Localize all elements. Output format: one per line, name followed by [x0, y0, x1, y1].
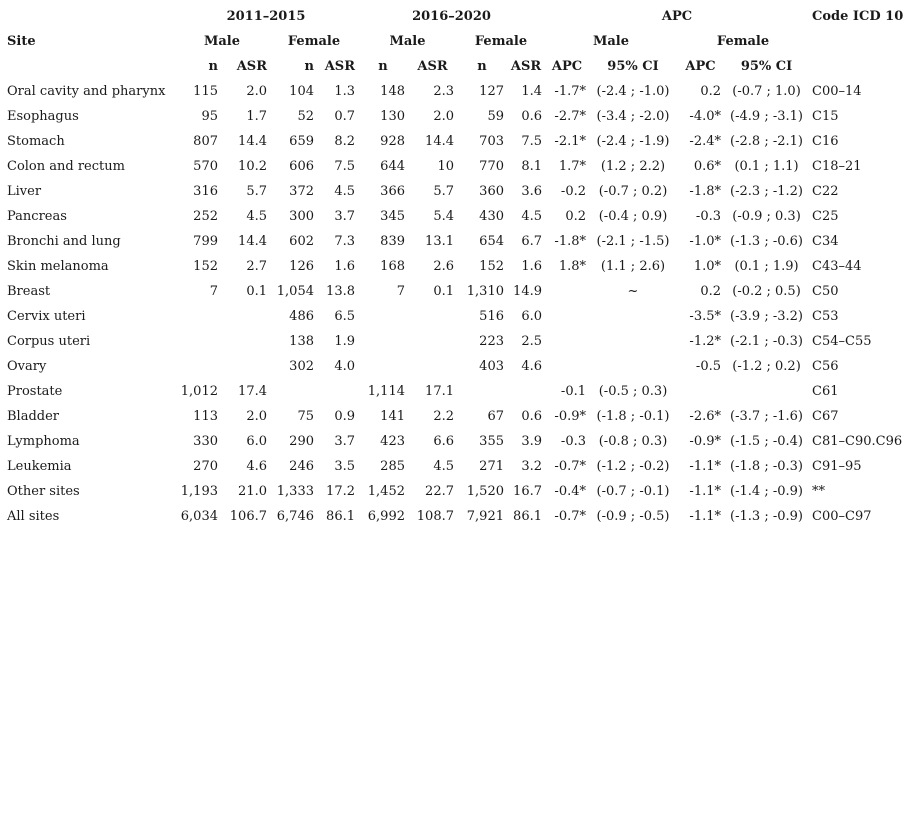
table-row: [4, 329, 914, 354]
male-asr-2016-cell: 2.2: [433, 409, 454, 424]
site-cell: Skin melanoma: [7, 259, 109, 274]
site-cell: Liver: [7, 184, 42, 199]
female-asr-2016-cell: 2.5: [521, 334, 542, 349]
male-ci-cell: (-2.1 ; -1.5): [596, 234, 670, 249]
icd-code-cell: C56: [812, 359, 839, 374]
male-n-2016-cell: 928: [380, 134, 405, 149]
female-n-2011-cell: 6,746: [276, 509, 314, 524]
asr-header: ASR: [324, 59, 355, 74]
male-ci-cell: [589, 304, 677, 329]
male-ci-cell: (-0.8 ; 0.3): [598, 434, 668, 449]
icd-code-cell: C43–44: [812, 259, 862, 274]
header-row-sex: [4, 29, 914, 54]
icd-code-cell: C25: [812, 209, 839, 224]
male-ci-cell: (-2.4 ; -1.0): [596, 84, 670, 99]
male-n-2011-cell: 152: [193, 259, 218, 274]
table-row: [4, 504, 914, 529]
male-n-2016-cell: 366: [380, 184, 405, 199]
female-ci-cell: (-1.2 ; 0.2): [732, 359, 801, 374]
female-header-2011: Female: [287, 34, 341, 49]
male-ci-cell: (-0.5 ; 0.3): [598, 384, 668, 399]
male-n-2016-cell: 7: [396, 284, 405, 299]
male-n-2016-cell: 1,452: [367, 484, 405, 499]
male-asr-2016-cell: 6.6: [433, 434, 454, 449]
icd-code-cell: **: [812, 484, 826, 499]
ci-header: 95% CI: [607, 59, 659, 74]
female-n-2016-cell: 7,921: [466, 509, 504, 524]
male-n-2016-cell: 141: [380, 409, 405, 424]
male-asr-2016-cell: 108.7: [416, 509, 454, 524]
site-cell: Colon and rectum: [7, 159, 125, 174]
female-asr-2016-cell: [507, 379, 545, 404]
site-cell: Pancreas: [7, 209, 67, 224]
male-header-apc: Male: [592, 34, 630, 49]
male-apc-cell: [545, 329, 589, 354]
incidence-table: [4, 4, 914, 529]
icd-code-cell: C15: [812, 109, 839, 124]
male-asr-2016-cell: 13.1: [425, 234, 454, 249]
female-apc-cell: -4.0*: [689, 109, 721, 124]
site-cell: Corpus uteri: [7, 334, 91, 349]
female-asr-2016-cell: 6.0: [521, 309, 542, 324]
female-asr-2016-cell: 6.7: [521, 234, 542, 249]
female-apc-cell: 0.6*: [693, 159, 721, 174]
male-n-2011-cell: 113: [193, 409, 218, 424]
male-asr-2016-cell: 10: [437, 159, 454, 174]
icd-code-cell: C81–C90.C96: [812, 434, 903, 449]
female-apc-cell: -0.5: [695, 359, 721, 374]
site-cell: All sites: [7, 509, 60, 524]
female-apc-cell: 0.2: [700, 84, 721, 99]
male-asr-2011-cell: 2.7: [246, 259, 267, 274]
female-n-2011-cell: 602: [289, 234, 314, 249]
female-asr-2011-cell: [317, 379, 358, 404]
male-asr-2016-cell: 22.7: [425, 484, 454, 499]
male-asr-2011-cell: [221, 329, 270, 354]
female-n-2016-cell: 152: [479, 259, 504, 274]
female-asr-2011-cell: 7.5: [334, 159, 355, 174]
male-asr-2011-cell: 4.5: [246, 209, 267, 224]
header-row-measures: [4, 54, 914, 79]
male-ci-cell: (-1.8 ; -0.1): [596, 409, 670, 424]
header-row-periods: [4, 4, 914, 29]
male-asr-2011-cell: 17.4: [238, 384, 267, 399]
site-cell: Other sites: [7, 484, 80, 499]
male-apc-cell: -0.9*: [554, 409, 586, 424]
male-n-2016-cell: 168: [380, 259, 405, 274]
female-n-2016-cell: 59: [487, 109, 504, 124]
male-asr-2011-cell: 21.0: [238, 484, 267, 499]
male-asr-2011-cell: [221, 304, 270, 329]
period-2016-2020-header: 2016–2020: [412, 9, 491, 24]
n-header: n: [477, 59, 487, 74]
male-n-2016-cell: 1,114: [367, 384, 405, 399]
male-apc-cell: 1.7*: [558, 159, 586, 174]
female-asr-2011-cell: 1.3: [334, 84, 355, 99]
n-header: n: [208, 59, 218, 74]
site-cell: Ovary: [7, 359, 47, 374]
table-row: [4, 204, 914, 229]
male-asr-2016-cell: 0.1: [433, 284, 454, 299]
male-n-2011-cell: [174, 304, 221, 329]
female-header-apc: Female: [716, 34, 770, 49]
table-row: [4, 129, 914, 154]
male-asr-2011-cell: [221, 354, 270, 379]
female-asr-2011-cell: 1.9: [334, 334, 355, 349]
male-n-2011-cell: 115: [193, 84, 218, 99]
female-asr-2011-cell: 17.2: [326, 484, 355, 499]
male-apc-cell: 0.2: [565, 209, 586, 224]
table-row: [4, 79, 914, 104]
female-asr-2016-cell: 1.4: [521, 84, 542, 99]
asr-header: ASR: [417, 59, 448, 74]
site-cell: Bronchi and lung: [7, 234, 121, 249]
female-n-2011-cell: 300: [289, 209, 314, 224]
female-apc-cell: -2.6*: [689, 409, 721, 424]
male-n-2011-cell: 6,034: [180, 509, 218, 524]
table-row: [4, 179, 914, 204]
male-ci-cell: (-0.7 ; -0.1): [596, 484, 670, 499]
male-n-2016-cell: 644: [380, 159, 405, 174]
male-n-2011-cell: 570: [193, 159, 218, 174]
female-ci-cell: (-1.3 ; -0.6): [730, 234, 803, 249]
male-asr-2011-cell: 4.6: [246, 459, 267, 474]
icd-code-cell: C34: [812, 234, 839, 249]
female-n-2016-cell: 271: [479, 459, 504, 474]
female-n-2016-cell: 654: [479, 234, 504, 249]
female-asr-2016-cell: 0.6: [521, 109, 542, 124]
male-apc-cell: -0.4*: [554, 484, 586, 499]
female-n-2011-cell: 246: [289, 459, 314, 474]
male-apc-cell: -0.7*: [554, 509, 586, 524]
male-n-2016-cell: 6,992: [367, 509, 405, 524]
icd-code-cell: C00–14: [812, 84, 862, 99]
male-asr-2016-cell: [408, 304, 457, 329]
female-ci-cell: (0.1 ; 1.9): [734, 259, 799, 274]
male-asr-2016-cell: 5.7: [433, 184, 454, 199]
female-n-2011-cell: 486: [289, 309, 314, 324]
icd-code-header: Code ICD 10: [812, 9, 904, 24]
female-ci-cell: (-1.8 ; -0.3): [730, 459, 803, 474]
male-n-2016-cell: 423: [380, 434, 405, 449]
male-n-2016-cell: 839: [380, 234, 405, 249]
table-row: [4, 404, 914, 429]
male-n-2011-cell: 807: [193, 134, 218, 149]
male-n-2016-cell: [358, 304, 408, 329]
male-asr-2016-cell: 4.5: [433, 459, 454, 474]
icd-code-cell: C61: [812, 384, 839, 399]
female-n-2011-cell: [270, 379, 317, 404]
site-cell: Esophagus: [7, 109, 79, 124]
female-asr-2011-cell: 8.2: [334, 134, 355, 149]
male-ci-cell: (-0.9 ; -0.5): [596, 509, 670, 524]
female-ci-cell: (-1.4 ; -0.9): [730, 484, 803, 499]
ci-header: 95% CI: [740, 59, 793, 74]
male-asr-2011-cell: 14.4: [238, 234, 267, 249]
female-n-2016-cell: 516: [479, 309, 504, 324]
male-n-2016-cell: [358, 354, 408, 379]
female-apc-cell: -1.8*: [689, 184, 721, 199]
male-apc-cell: -0.7*: [554, 459, 586, 474]
table-row: [4, 279, 914, 304]
male-apc-cell: [545, 279, 589, 304]
icd-code-cell: C16: [812, 134, 839, 149]
female-ci-cell: (-3.9 ; -3.2): [730, 309, 803, 324]
male-apc-cell: -2.1*: [554, 134, 586, 149]
female-n-2016-cell: 703: [479, 134, 504, 149]
male-ci-cell: (1.2 ; 2.2): [600, 159, 666, 174]
icd-code-cell: C91–95: [812, 459, 862, 474]
male-apc-cell: -1.8*: [554, 234, 586, 249]
male-ci-cell: [589, 329, 677, 354]
apc-header: APC: [685, 59, 716, 74]
male-ci-cell: (-3.4 ; -2.0): [596, 109, 670, 124]
female-apc-cell: -0.3: [695, 209, 721, 224]
male-n-2011-cell: 7: [209, 284, 218, 299]
female-ci-cell: (-0.7 ; 1.0): [732, 84, 801, 99]
female-n-2016-cell: 770: [479, 159, 504, 174]
male-asr-2011-cell: 6.0: [246, 434, 267, 449]
male-ci-cell: (-0.7 ; 0.2): [598, 184, 668, 199]
female-asr-2011-cell: 13.8: [326, 284, 355, 299]
male-n-2011-cell: [174, 354, 221, 379]
asr-header: ASR: [236, 59, 267, 74]
table-row: [4, 379, 914, 404]
female-n-2016-cell: [457, 379, 507, 404]
female-n-2011-cell: 104: [289, 84, 314, 99]
male-asr-2011-cell: 106.7: [229, 509, 267, 524]
female-header-2016: Female: [474, 34, 528, 49]
female-n-2011-cell: 372: [289, 184, 314, 199]
female-asr-2011-cell: 3.5: [334, 459, 355, 474]
female-asr-2016-cell: 4.6: [521, 359, 542, 374]
male-asr-2011-cell: 14.4: [238, 134, 267, 149]
male-asr-2016-cell: 2.0: [433, 109, 454, 124]
female-n-2016-cell: 403: [479, 359, 504, 374]
female-ci-cell: (-1.5 ; -0.4): [730, 434, 803, 449]
site-cell: Stomach: [7, 134, 65, 149]
female-apc-cell: -1.1*: [689, 509, 721, 524]
table-row: [4, 254, 914, 279]
female-n-2011-cell: 1,333: [276, 484, 314, 499]
apc-header: APC: [551, 59, 583, 74]
female-ci-cell: (0.1 ; 1.1): [734, 159, 799, 174]
female-asr-2011-cell: 6.5: [334, 309, 355, 324]
female-n-2011-cell: 75: [297, 409, 314, 424]
table-row: [4, 354, 914, 379]
table-row: [4, 104, 914, 129]
female-ci-cell: (-2.3 ; -1.2): [730, 184, 803, 199]
male-apc-cell: -2.7*: [554, 109, 586, 124]
male-asr-2016-cell: 2.3: [433, 84, 454, 99]
male-n-2011-cell: 95: [201, 109, 218, 124]
female-asr-2016-cell: 7.5: [521, 134, 542, 149]
female-n-2016-cell: 360: [479, 184, 504, 199]
male-asr-2011-cell: 5.7: [246, 184, 267, 199]
male-asr-2016-cell: [408, 354, 457, 379]
female-n-2011-cell: 126: [289, 259, 314, 274]
female-apc-cell: -0.9*: [689, 434, 721, 449]
table-row: [4, 429, 914, 454]
apc-group-header: APC: [661, 9, 693, 24]
female-apc-cell: -2.4*: [689, 134, 721, 149]
female-n-2011-cell: 138: [289, 334, 314, 349]
male-ci-cell: ~: [627, 284, 639, 299]
n-header: n: [378, 59, 388, 74]
female-asr-2011-cell: 1.6: [334, 259, 355, 274]
male-n-2016-cell: 130: [380, 109, 405, 124]
male-header-2016: Male: [389, 34, 426, 49]
male-asr-2011-cell: 1.7: [246, 109, 267, 124]
female-n-2016-cell: 355: [479, 434, 504, 449]
female-apc-cell: [677, 379, 724, 404]
female-ci-cell: (-0.9 ; 0.3): [732, 209, 801, 224]
female-ci-cell: (-4.9 ; -3.1): [730, 109, 803, 124]
female-asr-2016-cell: 8.1: [521, 159, 542, 174]
female-n-2011-cell: 659: [289, 134, 314, 149]
icd-code-cell: C54–C55: [812, 334, 872, 349]
female-ci-cell: (-1.3 ; -0.9): [730, 509, 803, 524]
table-row: [4, 479, 914, 504]
female-n-2011-cell: 606: [289, 159, 314, 174]
male-n-2011-cell: 1,193: [180, 484, 218, 499]
site-cell: Prostate: [7, 384, 63, 399]
site-cell: Bladder: [7, 409, 60, 424]
male-n-2016-cell: 285: [380, 459, 405, 474]
icd-code-cell: C18–21: [812, 159, 862, 174]
female-apc-cell: -1.1*: [689, 484, 721, 499]
male-apc-cell: -0.3: [560, 434, 586, 449]
female-n-2016-cell: 223: [479, 334, 504, 349]
male-asr-2011-cell: 2.0: [246, 409, 267, 424]
female-n-2011-cell: 302: [289, 359, 314, 374]
male-ci-cell: (1.1 ; 2.6): [600, 259, 666, 274]
female-apc-cell: -1.2*: [689, 334, 721, 349]
male-apc-cell: -1.7*: [554, 84, 586, 99]
icd-code-cell: C22: [812, 184, 839, 199]
site-header: Site: [7, 34, 36, 49]
female-asr-2016-cell: 3.2: [521, 459, 542, 474]
male-apc-cell: -0.2: [560, 184, 586, 199]
female-n-2016-cell: 127: [479, 84, 504, 99]
male-apc-cell: [545, 354, 589, 379]
female-asr-2011-cell: 3.7: [334, 209, 355, 224]
site-cell: Breast: [7, 284, 51, 299]
male-n-2016-cell: 148: [380, 84, 405, 99]
male-n-2011-cell: 270: [193, 459, 218, 474]
male-header-2011: Male: [203, 34, 241, 49]
female-asr-2011-cell: 4.0: [334, 359, 355, 374]
male-n-2011-cell: 330: [193, 434, 218, 449]
male-ci-cell: [589, 354, 677, 379]
female-ci-cell: (-2.1 ; -0.3): [730, 334, 803, 349]
female-asr-2016-cell: 16.7: [513, 484, 542, 499]
female-n-2016-cell: 1,310: [466, 284, 504, 299]
female-asr-2016-cell: 14.9: [513, 284, 542, 299]
male-asr-2016-cell: [408, 329, 457, 354]
male-apc-cell: [545, 304, 589, 329]
male-n-2011-cell: 252: [193, 209, 218, 224]
site-cell: Lymphoma: [7, 434, 80, 449]
icd-code-cell: C67: [812, 409, 839, 424]
female-apc-cell: -3.5*: [689, 309, 721, 324]
female-asr-2016-cell: 3.9: [521, 434, 542, 449]
female-asr-2016-cell: 3.6: [521, 184, 542, 199]
female-apc-cell: -1.0*: [689, 234, 721, 249]
female-asr-2016-cell: 86.1: [513, 509, 542, 524]
male-asr-2011-cell: 2.0: [246, 84, 267, 99]
male-n-2011-cell: 799: [193, 234, 218, 249]
female-n-2011-cell: 52: [297, 109, 314, 124]
male-asr-2011-cell: 0.1: [246, 284, 267, 299]
male-asr-2016-cell: 14.4: [425, 134, 454, 149]
female-asr-2016-cell: 1.6: [521, 259, 542, 274]
female-apc-cell: -1.1*: [689, 459, 721, 474]
female-asr-2011-cell: 0.9: [334, 409, 355, 424]
female-n-2011-cell: 290: [289, 434, 314, 449]
table-row: [4, 454, 914, 479]
table-row: [4, 304, 914, 329]
male-asr-2011-cell: 10.2: [238, 159, 267, 174]
male-n-2011-cell: 316: [193, 184, 218, 199]
female-asr-2011-cell: 4.5: [334, 184, 355, 199]
female-ci-cell: [724, 379, 809, 404]
female-n-2016-cell: 1,520: [466, 484, 504, 499]
n-header: n: [304, 59, 314, 74]
asr-header: ASR: [510, 59, 542, 74]
female-asr-2011-cell: 3.7: [334, 434, 355, 449]
icd-code-cell: C53: [812, 309, 839, 324]
site-cell: Leukemia: [7, 459, 72, 474]
male-ci-cell: (-2.4 ; -1.9): [596, 134, 670, 149]
female-apc-cell: 0.2: [700, 284, 721, 299]
male-ci-cell: (-0.4 ; 0.9): [598, 209, 668, 224]
male-n-2011-cell: [174, 329, 221, 354]
table-row: [4, 229, 914, 254]
icd-code-cell: C50: [812, 284, 839, 299]
table-row: [4, 154, 914, 179]
female-asr-2011-cell: 7.3: [334, 234, 355, 249]
female-ci-cell: (-3.7 ; -1.6): [730, 409, 803, 424]
female-asr-2011-cell: 86.1: [326, 509, 355, 524]
female-ci-cell: (-0.2 ; 0.5): [732, 284, 801, 299]
female-apc-cell: 1.0*: [693, 259, 721, 274]
male-n-2011-cell: 1,012: [180, 384, 218, 399]
female-n-2016-cell: 430: [479, 209, 504, 224]
male-n-2016-cell: 345: [380, 209, 405, 224]
female-n-2016-cell: 67: [487, 409, 504, 424]
period-2011-2015-header: 2011–2015: [226, 9, 306, 24]
male-n-2016-cell: [358, 329, 408, 354]
male-apc-cell: -0.1: [560, 384, 586, 399]
female-ci-cell: (-2.8 ; -2.1): [730, 134, 803, 149]
male-asr-2016-cell: 5.4: [433, 209, 454, 224]
female-asr-2011-cell: 0.7: [334, 109, 355, 124]
icd-code-cell: C00–C97: [812, 509, 872, 524]
site-cell: Oral cavity and pharynx: [7, 84, 166, 99]
site-cell: Cervix uteri: [7, 309, 86, 324]
female-asr-2016-cell: 4.5: [521, 209, 542, 224]
male-ci-cell: (-1.2 ; -0.2): [596, 459, 670, 474]
male-apc-cell: 1.8*: [558, 259, 586, 274]
female-asr-2016-cell: 0.6: [521, 409, 542, 424]
female-n-2011-cell: 1,054: [276, 284, 314, 299]
male-asr-2016-cell: 2.6: [433, 259, 454, 274]
male-asr-2016-cell: 17.1: [425, 384, 454, 399]
